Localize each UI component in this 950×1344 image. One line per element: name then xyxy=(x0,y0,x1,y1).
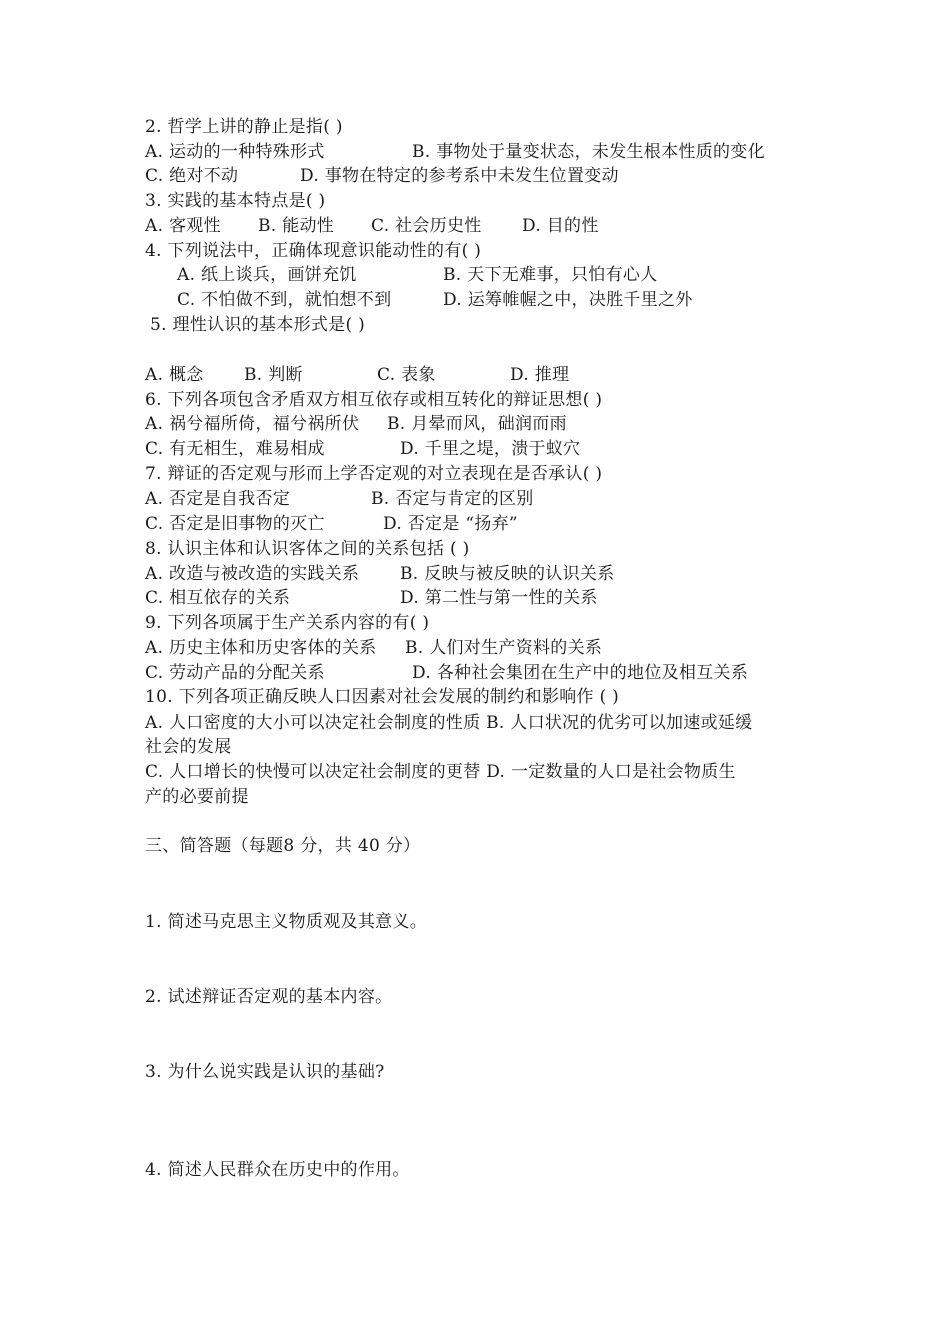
question-2-option-a: A. 运动的一种特殊形式 xyxy=(145,142,325,162)
question-2-option-c: C. 绝对不动 xyxy=(145,166,239,186)
question-5-option-b: B. 判断 xyxy=(244,365,303,385)
question-6-option-a: A. 祸兮福所倚，福兮祸所伏 xyxy=(145,414,360,434)
question-3-option-d: D. 目的性 xyxy=(522,216,599,236)
question-9-option-c: C. 劳动产品的分配关系 xyxy=(145,663,325,683)
question-8-option-d: D. 第二性与第一性的关系 xyxy=(400,588,598,608)
question-4-option-b: B. 天下无难事，只怕有心人 xyxy=(443,265,658,285)
question-3-option-b: B. 能动性 xyxy=(258,216,335,236)
question-10-line-3: C. 人口增长的快慢可以决定社会制度的更替 D. 一定数量的人口是社会物质生 xyxy=(145,762,736,782)
question-9-option-b: B. 人们对生产资料的关系 xyxy=(405,638,603,658)
short-answer-question-1: 1. 简述马克思主义物质观及其意义。 xyxy=(145,912,428,932)
question-5-option-d: D. 推理 xyxy=(510,365,570,385)
question-5-stem: 5. 理性认识的基本形式是( ) xyxy=(150,315,366,335)
question-9-option-d: D. 各种社会集团在生产中的地位及相互关系 xyxy=(412,663,749,683)
question-4-option-d: D. 运筹帷幄之中，决胜千里之外 xyxy=(443,290,693,310)
question-6-option-b: B. 月晕而风，础润而雨 xyxy=(387,414,567,434)
question-5-option-a: A. 概念 xyxy=(145,365,204,385)
question-8-option-a: A. 改造与被改造的实践关系 xyxy=(145,564,360,584)
short-answer-question-3: 3. 为什么说实践是认识的基础? xyxy=(145,1062,385,1082)
question-5-option-c: C. 表象 xyxy=(377,365,436,385)
question-7-option-a: A. 否定是自我否定 xyxy=(145,489,291,509)
question-10-line-1: A. 人口密度的大小可以决定社会制度的性质 B. 人口状况的优劣可以加速或延缓 xyxy=(145,713,753,733)
question-10-stem: 10. 下列各项正确反映人口因素对社会发展的制约和影响作 ( ) xyxy=(145,687,620,707)
question-9-option-a: A. 历史主体和历史客体的关系 xyxy=(145,638,377,658)
question-4-option-a: A. 纸上谈兵，画饼充饥 xyxy=(177,265,357,285)
question-6-option-c: C. 有无相生，难易相成 xyxy=(145,439,325,459)
question-8-stem: 8. 认识主体和认识客体之间的关系包括 ( ) xyxy=(145,539,470,559)
question-8-option-b: B. 反映与被反映的认识关系 xyxy=(400,564,615,584)
question-7-option-b: B. 否定与肯定的区别 xyxy=(371,489,534,509)
question-6-stem: 6. 下列各项包含矛盾双方相互依存或相互转化的辩证思想( ) xyxy=(145,390,603,410)
question-7-option-c: C. 否定是旧事物的灭亡 xyxy=(145,514,325,534)
question-7-stem: 7. 辩证的否定观与形而上学否定观的对立表现在是否承认( ) xyxy=(145,464,603,484)
question-10-line-4: 产的必要前提 xyxy=(145,787,249,807)
question-9-stem: 9. 下列各项属于生产关系内容的有( ) xyxy=(145,613,430,633)
question-8-option-c: C. 相互依存的关系 xyxy=(145,588,291,608)
question-3-option-c: C. 社会历史性 xyxy=(371,216,482,236)
question-2-option-b: B. 事物处于量变状态，未发生根本性质的变化 xyxy=(412,142,765,162)
short-answer-question-4: 4. 简述人民群众在历史中的作用。 xyxy=(145,1160,410,1180)
question-2-option-d: D. 事物在特定的参考系中未发生位置变动 xyxy=(300,166,619,186)
question-3-option-a: A. 客观性 xyxy=(145,216,221,236)
short-answer-question-2: 2. 试述辩证否定观的基本内容。 xyxy=(145,987,393,1007)
question-6-option-d: D. 千里之堤，溃于蚁穴 xyxy=(400,439,581,459)
short-answer-heading: 三、简答题（每题8 分，共 40 分） xyxy=(145,836,421,856)
question-7-option-d: D. 否定是 “扬弃” xyxy=(383,514,518,534)
question-4-option-c: C. 不怕做不到，就怕想不到 xyxy=(177,290,392,310)
question-4-stem: 4. 下列说法中，正确体现意识能动性的有( ) xyxy=(145,241,482,261)
question-2-stem: 2. 哲学上讲的静止是指( ) xyxy=(145,117,343,137)
question-3-stem: 3. 实践的基本特点是( ) xyxy=(145,191,326,211)
question-10-line-2: 社会的发展 xyxy=(145,737,232,757)
